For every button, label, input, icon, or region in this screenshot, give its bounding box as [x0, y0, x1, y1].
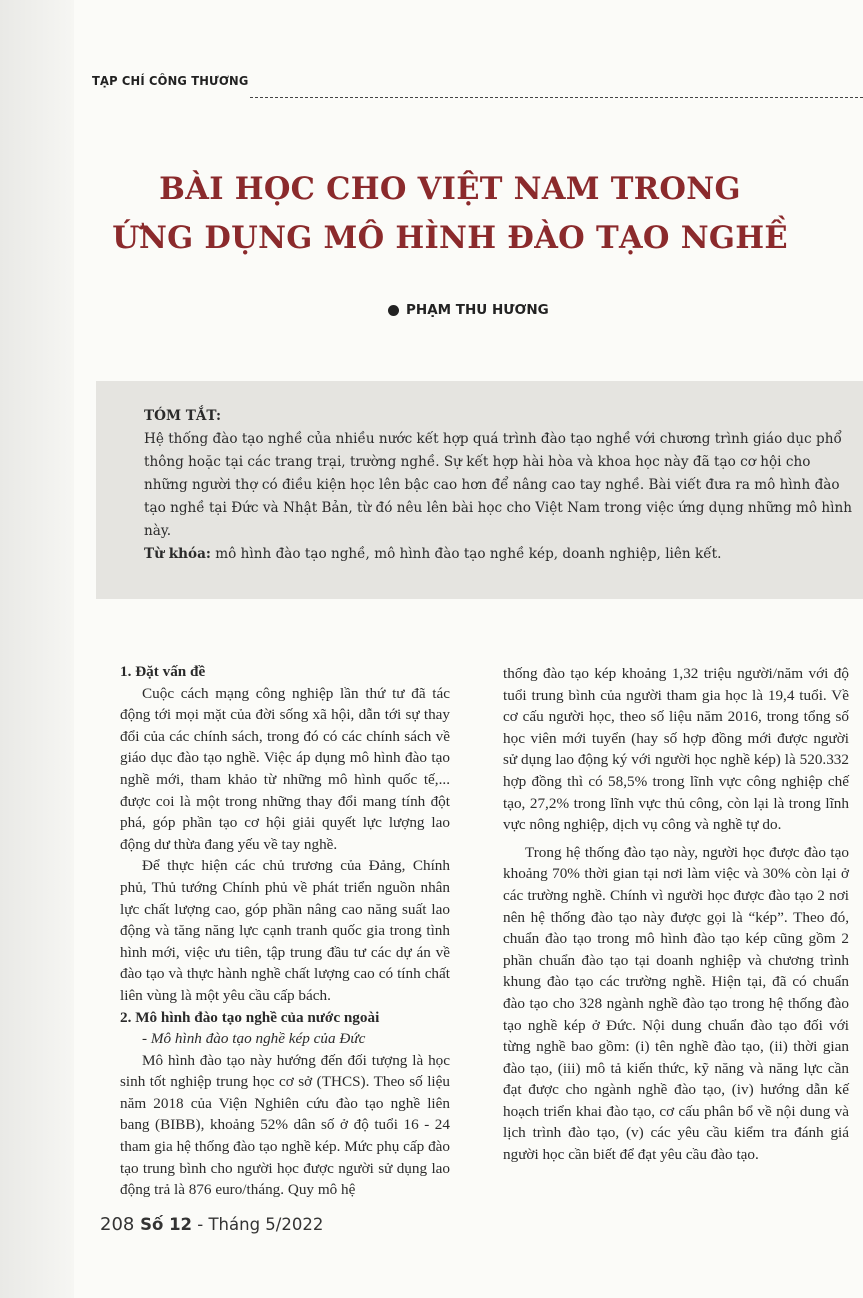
abstract-content [144, 405, 854, 566]
right-paragraph-1: thống đào tạo kép khoảng 1,32 triệu người/năm với độ tuổi trung bình của người tham gia học là 19,4 tuổi. Về cơ cấu người học, theo số liệu năm 2016, trong tổng số học viên mới tuyển (hay số hợp đồng mới được người sử dụng lao động ký với người học nghề kép) là 520.332 hợp đồng thì có 58,5% trong lĩnh vực công nghiệp chế tạo, 27,2% trong lĩnh vực thủ công, còn lại là trong lĩnh vực nông nghiệp, dịch vụ công và nghề tự do. [503, 665, 849, 834]
section-2-heading: 2. Mô hình đào tạo nghề của nước ngoài [120, 1008, 380, 1026]
abstract-heading: TÓM TẮT: [144, 408, 222, 424]
journal-name: TẠP CHÍ CÔNG THƯƠNG [92, 73, 249, 88]
abstract-keywords [144, 543, 854, 566]
issue-number: Số 12 [134, 1215, 193, 1234]
header-rule [250, 97, 863, 98]
binding-margin [0, 0, 74, 1298]
body-column-right [503, 663, 849, 1166]
bullet-icon [388, 305, 399, 316]
section-2-paragraph-1: Mô hình đào tạo này hướng đến đối tượng là học sinh tốt nghiệp trung học cơ sở (THCS). Theo số liệu năm 2018 của Viện Nghiên cứu đào tạo nghề liên bang (BIBB), khoảng 52% dân số ở độ tuổi 16 - 24 tham gia hệ thống đào tạo nghề kép. Mức phụ cấp đào tạo trung bình cho người học được người sử dụng lao động trả là 876 euro/tháng. Quy mô hệ [120, 1051, 450, 1199]
abstract-box [96, 381, 863, 599]
issue-date: - Tháng 5/2022 [192, 1215, 324, 1234]
article-title [100, 165, 800, 263]
section-1-paragraph-1: Cuộc cách mạng công nghiệp lần thứ tư đã tác động tới mọi mặt của đời sống xã hội, dẫn tới sự thay đổi của các chính sách, trong đó có các chính sách về giáo dục đào tạo nghề. Việc áp dụng mô hình đào tạo nghề mới, tham khảo từ những mô hình quốc tế,... được coi là một trong những thay đổi mang tính đột phá, góp phần tạo cơ hội giải quyết lực lượng lao động dư thừa đang yếu về tay nghề. [120, 684, 450, 853]
section-1-paragraph-2: Để thực hiện các chủ trương của Đảng, Chính phủ, Thủ tướng Chính phủ về phát triển nguồn nhân lực chất lượng cao, góp phần nâng cao năng suất lao động và tăng năng lực cạnh tranh quốc gia trong tình hình mới, việc ưu tiên, tập trung đầu tư các dự án về đào tạo và thực hành nghề chất lượng cao có tính chất liên vùng là một yêu cầu cấp bách. [120, 857, 450, 1004]
body-column-left [120, 661, 450, 1201]
right-paragraph-2: Trong hệ thống đào tạo này, người học được đào tạo khoảng 70% thời gian tại nơi làm việc và 30% còn lại ở các trường nghề. Chính vì người học được đào tạo 2 nơi nên hệ thống đào tạo này được gọi là “kép”. Theo đó, chuẩn đào tạo trong mô hình đào tạo kép cũng gồm 2 phần chuẩn đào tạo tại doanh nghiệp và chương trình khung đào tạo các trường nghề. Hiện tại, đã có chuẩn đào tạo cho 328 ngành nghề đào tạo trong hệ thống đào tạo nghề kép ở Đức. Nội dung chuẩn đào tạo đối với từng nghề bao gồm: (i) tên nghề đào tạo, (ii) thời gian đào tạo, (iii) mô tả kiến thức, kỹ năng và năng lực cần đạt được cho ngành nghề đào tạo, (iv) hướng dẫn kế hoạch triển khai đào tạo, cơ cấu phân bổ về nội dung và lịch trình đào tạo, (v) các yêu cầu kiểm tra đánh giá người học cần biết để đạt yêu cầu đào tạo. [503, 843, 849, 1164]
page-number: 208 [100, 1214, 135, 1235]
article-title-line-2: ỨNG DỤNG MÔ HÌNH ĐÀO TẠO NGHỀ [112, 220, 788, 256]
article-title-line-1: BÀI HỌC CHO VIỆT NAM TRONG [159, 171, 741, 207]
keywords-text: mô hình đào tạo nghề, mô hình đào tạo nghề kép, doanh nghiệp, liên kết. [210, 546, 722, 562]
author-name: PHẠM THU HƯƠNG [406, 302, 549, 318]
page-footer [100, 1214, 323, 1235]
author-byline [388, 302, 549, 318]
section-1-heading: 1. Đặt vấn đề [120, 663, 206, 680]
section-2-subheading: - Mô hình đào tạo nghề kép của Đức [142, 1030, 366, 1048]
abstract-text: Hệ thống đào tạo nghề của nhiều nước kết hợp quá trình đào tạo nghề với chương trình giáo dục phổ thông hoặc tại các trang trại, trường nghề. Sự kết hợp hài hòa và khoa học này đã tạo cơ hội cho những người thợ có điều kiện học lên bậc cao hơn để nâng cao tay nghề. Bài viết đưa ra mô hình đào tạo nghề tại Đức và Nhật Bản, từ đó nêu lên bài học cho Việt Nam trong việc ứng dụng những mô hình này. [144, 431, 853, 539]
keywords-label: Từ khóa: [144, 546, 211, 562]
